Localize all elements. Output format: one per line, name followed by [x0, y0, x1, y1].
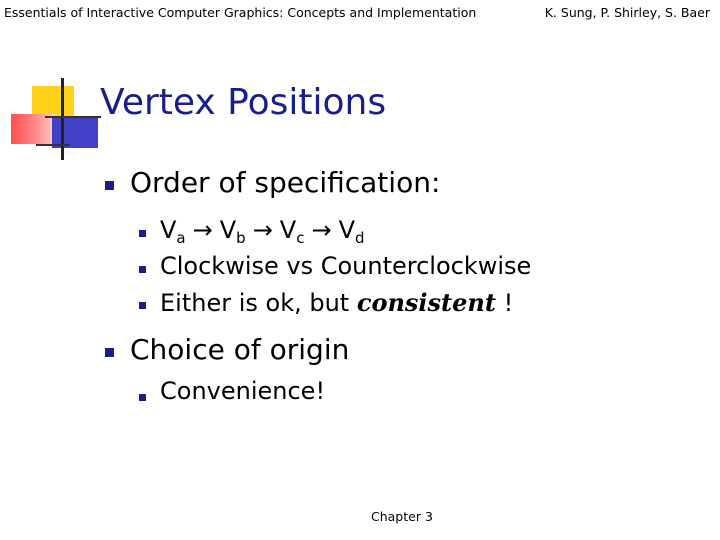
sub-bullet-square-icon	[139, 230, 146, 237]
header-authors: K. Sung, P. Shirley, S. Baer	[544, 5, 710, 20]
header-book-title: Essentials of Interactive Computer Graphics: Concepts and Implementation	[4, 5, 477, 20]
arrow-right-icon: →	[192, 216, 213, 244]
arrow-right-icon: →	[311, 216, 332, 244]
decoration-red-square	[11, 114, 55, 144]
bullet-choice-of-origin: Choice of origin	[130, 333, 350, 366]
bullet-square-icon	[105, 348, 114, 357]
footer-chapter: Chapter 3	[371, 509, 433, 524]
vertex-d: $V_d$	[338, 216, 365, 247]
emphasis-consistent: consistent	[356, 288, 496, 317]
vertex-order-sequence	[160, 216, 365, 247]
decoration-horizontal-line	[45, 116, 101, 118]
vertex-a: $V_a$	[160, 216, 186, 247]
sub-bullet-square-icon	[139, 266, 146, 273]
bullet-convenience: Convenience!	[160, 377, 326, 405]
slide-title: Vertex Positions	[100, 82, 387, 123]
bullet-square-icon	[105, 181, 114, 190]
vertex-c: $V_c$	[279, 216, 305, 247]
decoration-vertical-line	[61, 78, 64, 160]
arrow-right-icon: →	[252, 216, 273, 244]
bullet-order-of-specification: Order of specification:	[130, 166, 441, 199]
sub-bullet-square-icon	[139, 302, 146, 309]
bullet-clockwise: Clockwise vs Counterclockwise	[160, 252, 532, 280]
sub-bullet-square-icon	[139, 394, 146, 401]
vertex-b: $V_b$	[219, 216, 246, 247]
bullet-either-is-ok: Either is ok, but consistent !	[160, 288, 514, 317]
decoration-horizontal-line-lower	[36, 144, 70, 146]
